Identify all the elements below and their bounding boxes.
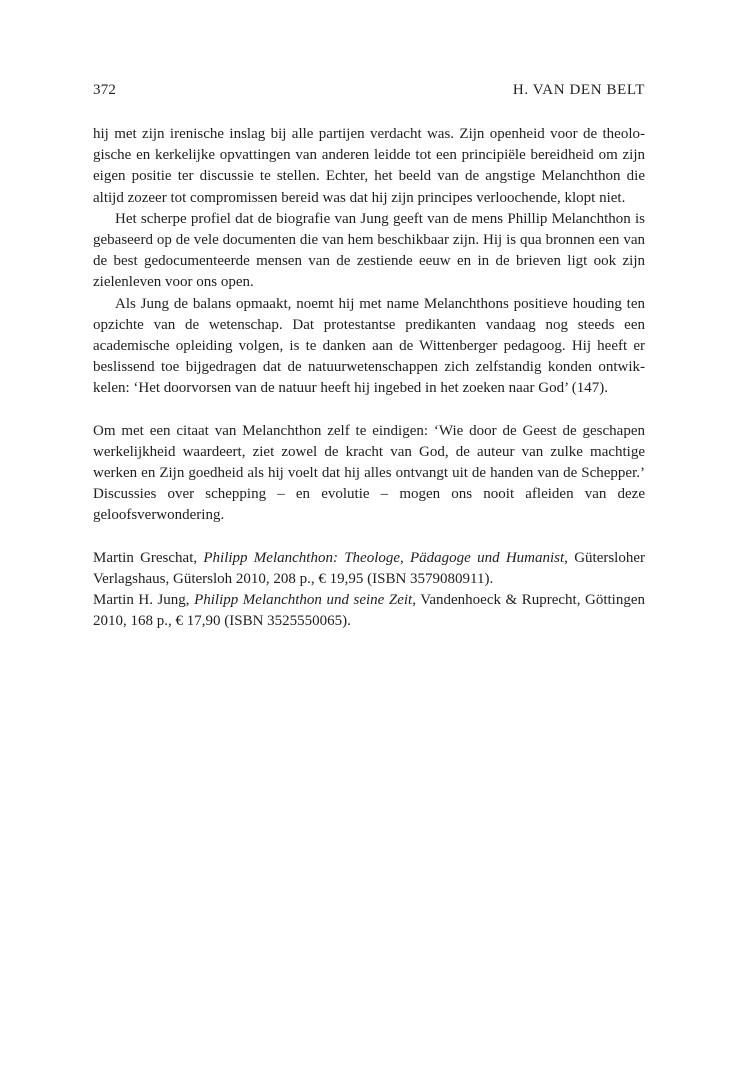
running-header xyxy=(93,80,645,100)
section-gap xyxy=(93,527,645,548)
reference-publication: Gütersloher Verlagshaus, Gütersloh 2010, 208 p., € 19,95 (ISBN 3579080911). xyxy=(93,549,645,587)
running-title: H. VAN DEN BELT xyxy=(512,82,645,98)
reference-author: Martin Greschat, xyxy=(93,549,204,566)
document-page xyxy=(93,80,645,632)
paragraph-continuation: hij met zijn irenische inslag bij alle partijen verdacht was. Zijn openheid voor de theologische en kerkelijke opvattingen van anderen leidde tot een principiële bereidheid om zijn eigen positie ter discussie te stellen. Echter, het beeld van de angstige Melanchthon die altijd zozeer tot compromissen bereid was dat hij zijn principes verloochende, klopt niet. xyxy=(93,126,645,206)
reference-title: Philipp Melanchthon und seine Zeit xyxy=(194,592,413,609)
reference-entry xyxy=(93,590,645,632)
reference-author: Martin H. Jung, xyxy=(93,592,195,609)
reference-publication: , Vandenhoeck & Ruprecht, Göttingen 2010, 168 p., € 17,90 (ISBN 3525550065). xyxy=(93,592,645,630)
paragraph-jung-profile: Het scherpe profiel dat de biografie van Jung geeft van de mens Phillip Melanchthon is gebaseerd op de vele documenten die van hem beschikbaar zijn. Hij is qua bronnen een van de best gedocumenteerde mensen van de zestiende eeuw en in de brieven ligt ook zijn zielenleven voor ons open. xyxy=(93,210,645,291)
paragraph-conclusion: Om met een citaat van Melanchthon zelf te eindigen: ‘Wie door de Geest de geschapen werkelijkheid waardeert, ziet zowel de kracht van God, de auteur van zulke machtige werken en Zijn goedheid als hij voelt dat hij alles ontvangt uit de handen van de Schepper.’ Discussies over schepping – en evolutie – mogen ons nooit afleiden van deze geloofsverwondering. xyxy=(93,422,645,524)
paragraph-jung-balance: Als Jung de balans opmaakt, noemt hij met name Melanchthons positieve houding ten opzichte van de wetenschap. Dat protestantse predikanten vandaag nog steeds een academische opleiding volgen, is te danken aan de Wittenberger pedagoog. Hij heeft er beslissend toe bijgedragen dat de natuurwetenschappen zich zelfstandig konden ontwikkelen: ‘Het doorvorsen van de natuur heeft hij ingebed in het zoeken naar God’ (147). xyxy=(93,295,645,397)
reference-entry xyxy=(93,548,645,590)
bibliography xyxy=(93,548,645,633)
page-number: 372 xyxy=(93,82,117,98)
reference-title: Philipp Melanchthon: Theologe, Pädagoge und Humanist, xyxy=(203,549,568,566)
body-text xyxy=(93,124,645,527)
section-gap xyxy=(93,400,645,421)
